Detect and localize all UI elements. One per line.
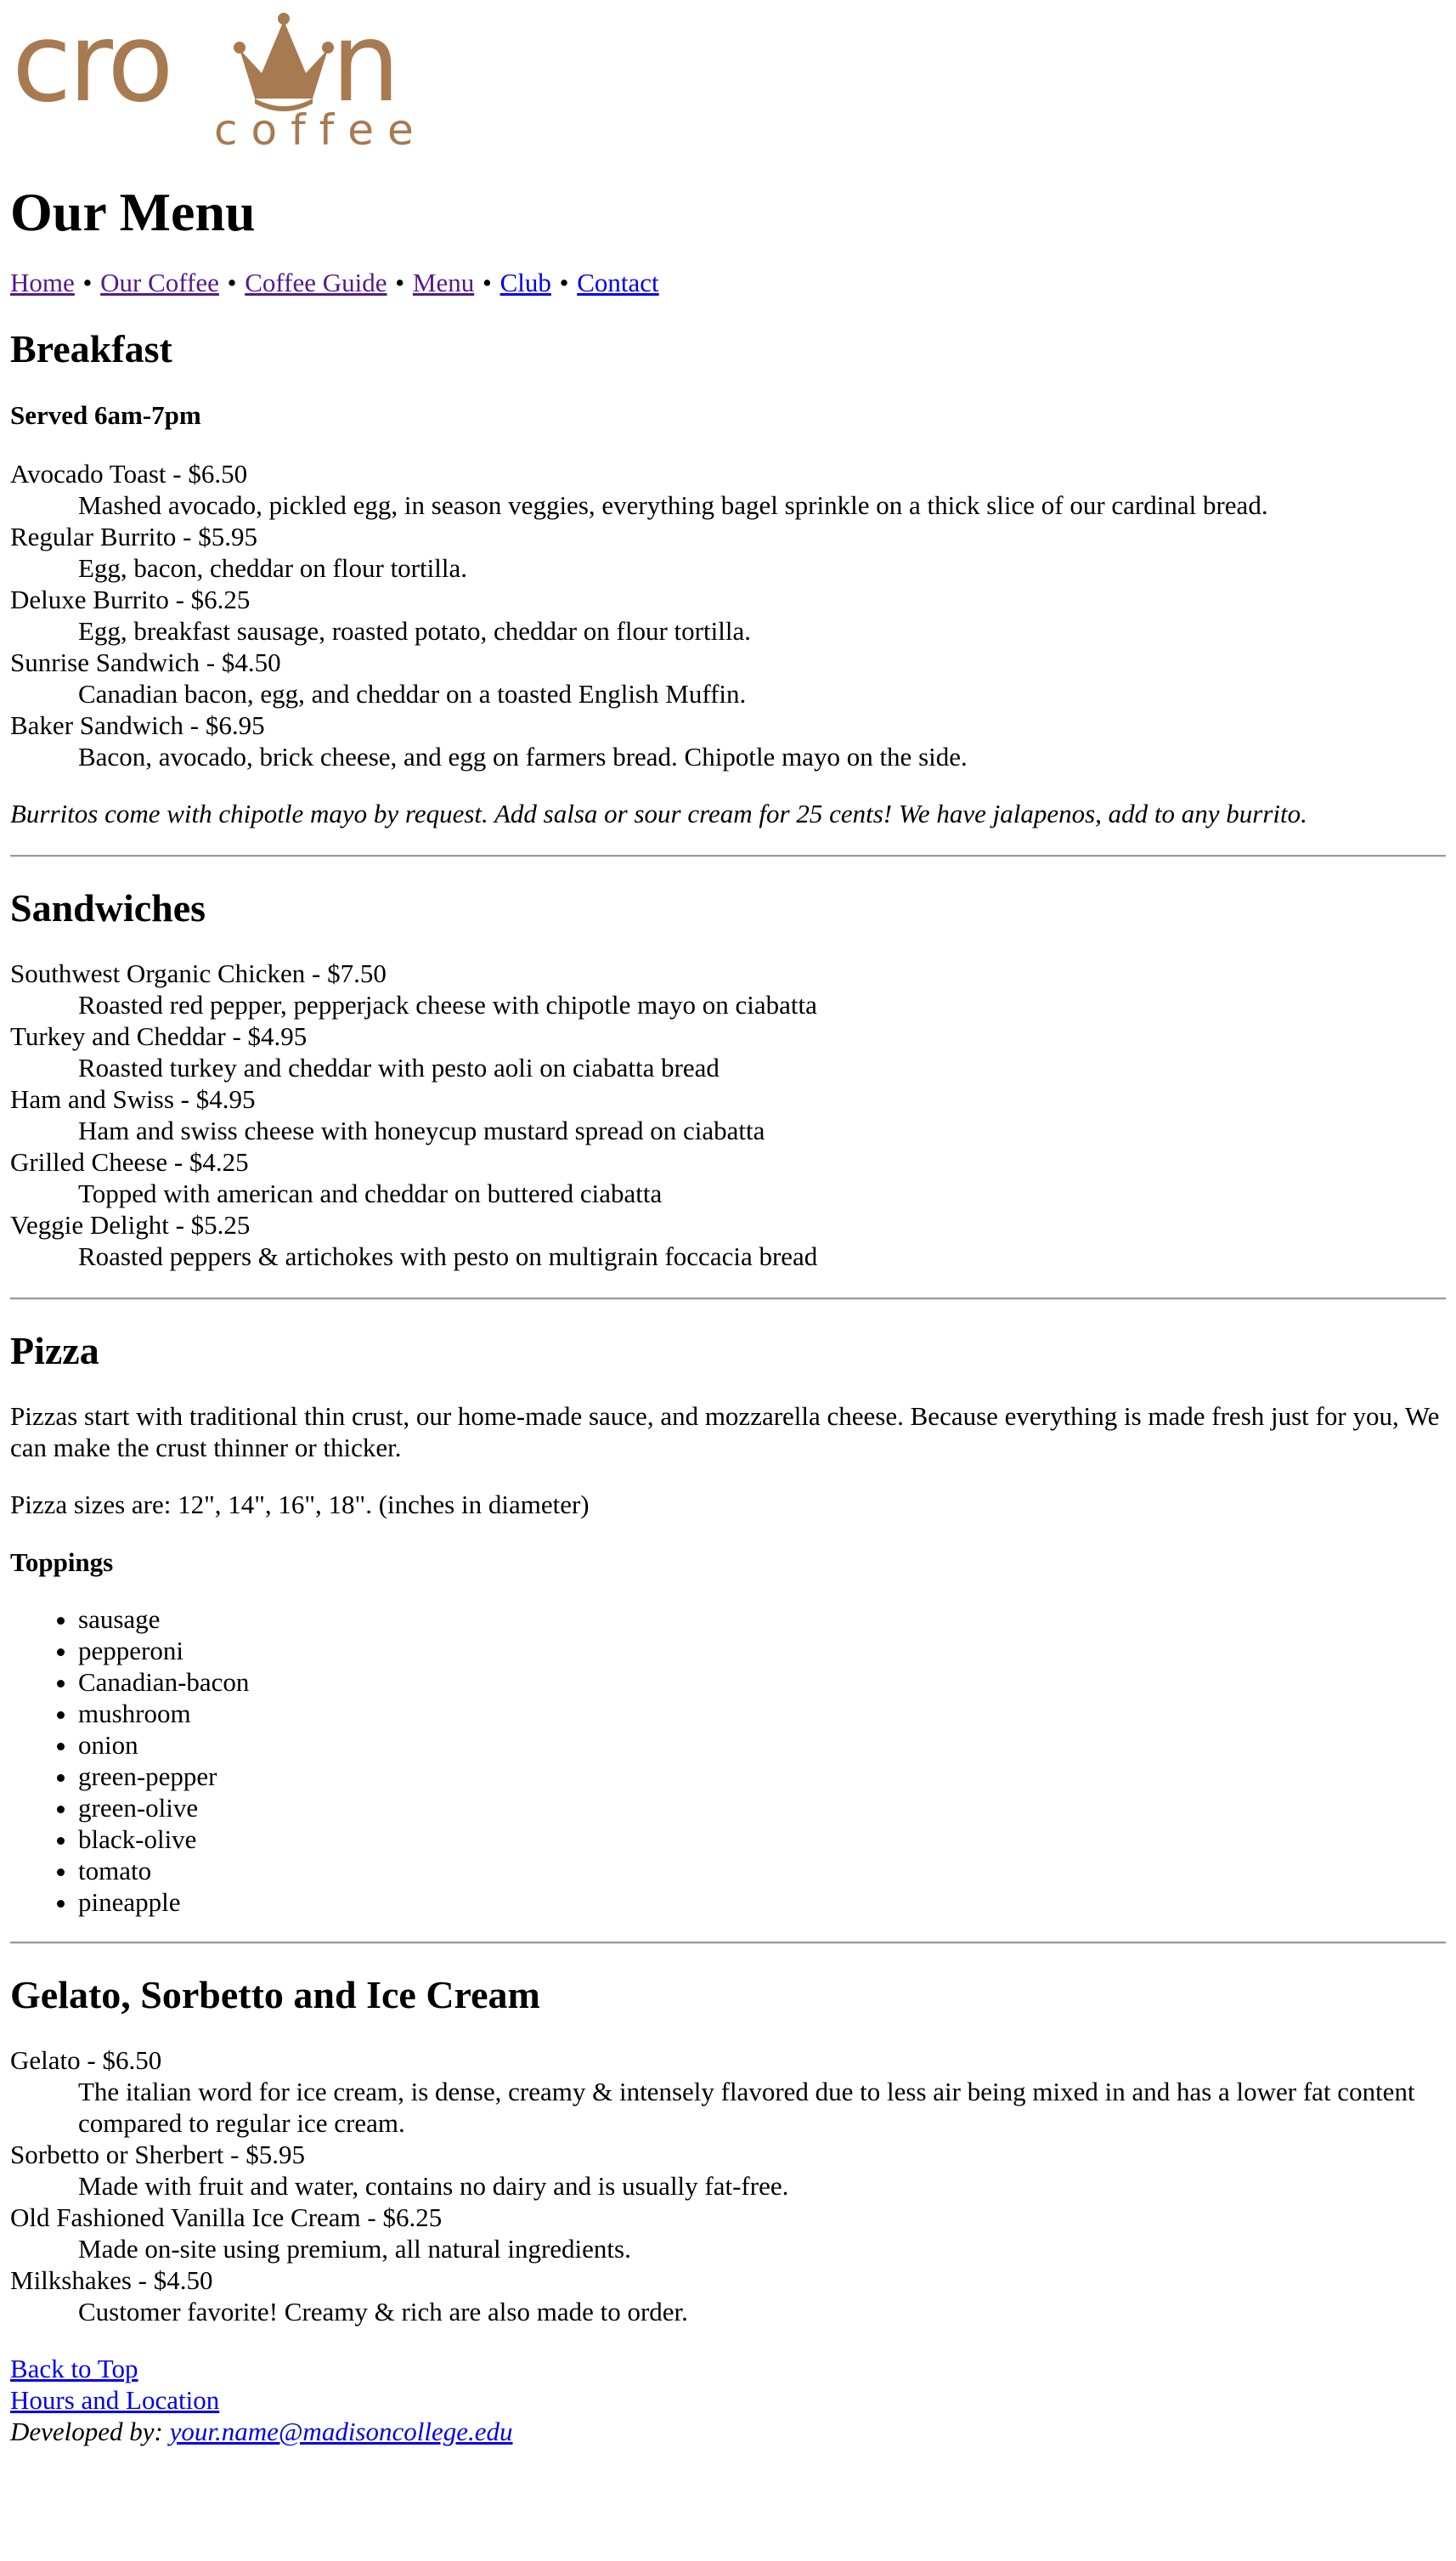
pizza-heading: Pizza [10, 1329, 99, 1372]
topping-item: • Canadian-bacon [78, 1666, 1446, 1698]
gelato-heading: Gelato, Sorbetto and Ice Cream [10, 1973, 540, 2016]
developer-email-link[interactable]: your.name@madisoncollege.edu [169, 2417, 513, 2446]
menu-item-description: Made on-site using premium, all natural ingredients. [78, 2234, 631, 2264]
menu-item-name: Ham and Swiss - $4.95 [10, 1084, 256, 1114]
breakfast-section [10, 325, 1446, 829]
sandwiches-heading: Sandwiches [10, 886, 206, 930]
nav-link-home[interactable]: Home [10, 268, 75, 297]
nav-link-club[interactable]: Club [499, 268, 551, 297]
menu-item-name: Old Fashioned Vanilla Ice Cream - $6.25 [10, 2202, 443, 2232]
topping-item: • sausage [78, 1603, 1446, 1635]
topping-item: • mushroom [78, 1698, 1446, 1729]
menu-item-description: Topped with american and cheddar on buttered ciabatta [78, 1179, 663, 1208]
pizza-section [10, 1327, 1446, 1918]
menu-item-name: Veggie Delight - $5.25 [10, 1210, 251, 1240]
breakfast-note: Burritos come with chipotle mayo by request. Add salsa or sour cream for 25 cents! We have jalapenos, add to any burrito. [10, 799, 1307, 828]
logo-word-end: n [331, 8, 401, 127]
main-navigation [10, 267, 1446, 298]
menu-item-description: Roasted turkey and cheddar with pesto aoli on ciabatta bread [78, 1053, 720, 1083]
crown-icon [234, 13, 334, 111]
toppings-list [10, 1603, 1446, 1918]
section-divider [10, 855, 1446, 857]
topping-item: • onion [78, 1729, 1446, 1761]
menu-item-name: Deluxe Burrito - $6.25 [10, 585, 251, 614]
menu-item-description: Bacon, avocado, brick cheese, and egg on farmers bread. Chipotle mayo on the side. [78, 742, 968, 772]
menu-item-description: Egg, breakfast sausage, roasted potato, cheddar on flour tortilla. [78, 616, 751, 646]
menu-item-name: Southwest Organic Chicken - $7.50 [10, 958, 387, 988]
menu-item-name: Gelato - $6.50 [10, 2045, 162, 2075]
logo-subtitle: coffee [214, 105, 427, 150]
page-title: Our Menu [10, 182, 256, 242]
breakfast-menu-list [10, 458, 1446, 772]
pizza-intro: Pizzas start with traditional thin crust, our home-made sauce, and mozzarella cheese. Because everything is made fresh just for you, We can make the crust thinner or thicker. [10, 1401, 1440, 1462]
menu-item-description: Roasted peppers & artichokes with pesto on multigrain foccacia bread [78, 1241, 818, 1271]
menu-item-name: Milkshakes - $4.50 [10, 2265, 213, 2295]
page-footer [10, 2353, 1446, 2456]
nav-separator: • [482, 268, 492, 297]
menu-item-name: Turkey and Cheddar - $4.95 [10, 1021, 308, 1051]
topping-item: • green-pepper [78, 1761, 1446, 1792]
menu-item-description: Made with fruit and water, contains no dairy and is usually fat-free. [78, 2171, 789, 2201]
section-divider [10, 1297, 1446, 1300]
nav-link-menu[interactable]: Menu [412, 268, 475, 297]
developer-credit [10, 2416, 1446, 2447]
menu-item-description: Canadian bacon, egg, and cheddar on a toasted English Muffin. [78, 679, 747, 709]
toppings-heading: Toppings [10, 1547, 114, 1577]
pizza-sizes: Pizza sizes are: 12", 14", 16", 18". (inches in diameter) [10, 1490, 590, 1519]
menu-item-description: Mashed avocado, pickled egg, in season veggies, everything bagel sprinkle on a thick slice of our cardinal bread. [78, 490, 1268, 520]
sandwiches-section [10, 885, 1446, 1272]
page [0, 8, 1456, 2456]
nav-link-coffee-guide[interactable]: Coffee Guide [245, 268, 387, 297]
menu-item-description: Roasted red pepper, pepperjack cheese with chipotle mayo on ciabatta [78, 990, 817, 1020]
topping-item: • pepperoni [78, 1635, 1446, 1666]
nav-separator: • [227, 268, 237, 297]
section-divider [10, 1942, 1446, 1944]
menu-item-description: Egg, bacon, cheddar on flour tortilla. [78, 553, 467, 583]
hours-and-location-link[interactable]: Hours and Location [10, 2385, 220, 2415]
menu-item-name: Baker Sandwich - $6.95 [10, 710, 265, 740]
gelato-section [10, 1971, 1446, 2327]
gelato-menu-list [10, 2044, 1446, 2327]
menu-item-description: The italian word for ice cream, is dense, creamy & intensely flavored due to less air being mixed in and has a lower fat content compared to regular ice cream. [78, 2077, 1415, 2138]
menu-item-name: Grilled Cheese - $4.25 [10, 1147, 249, 1177]
logo-word: cro [12, 8, 171, 127]
topping-item: • pineapple [78, 1886, 1446, 1918]
back-to-top-link[interactable]: Back to Top [10, 2354, 138, 2383]
developed-by-label: Developed by: [10, 2417, 163, 2446]
nav-link-contact[interactable]: Contact [577, 268, 659, 297]
topping-item: • black-olive [78, 1823, 1446, 1855]
menu-item-description: Ham and swiss cheese with honeycup mustard spread on ciabatta [78, 1116, 765, 1145]
menu-item-name: Regular Burrito - $5.95 [10, 522, 258, 551]
menu-item-name: Sorbetto or Sherbert - $5.95 [10, 2140, 305, 2169]
menu-item-description: Customer favorite! Creamy & rich are also made to order. [78, 2297, 688, 2326]
nav-link-our-coffee[interactable]: Our Coffee [100, 268, 219, 297]
breakfast-heading: Breakfast [10, 327, 172, 370]
menu-item-name: Sunrise Sandwich - $4.50 [10, 647, 281, 677]
nav-separator: • [559, 268, 569, 297]
topping-item: • tomato [78, 1855, 1446, 1886]
menu-item-name: Avocado Toast - $6.50 [10, 459, 248, 489]
breakfast-hours: Served 6am-7pm [10, 400, 201, 430]
nav-separator: • [82, 268, 93, 297]
topping-item: • green-olive [78, 1792, 1446, 1823]
sandwiches-menu-list [10, 958, 1446, 1272]
nav-separator: • [395, 268, 405, 297]
crown-coffee-logo [10, 8, 435, 150]
